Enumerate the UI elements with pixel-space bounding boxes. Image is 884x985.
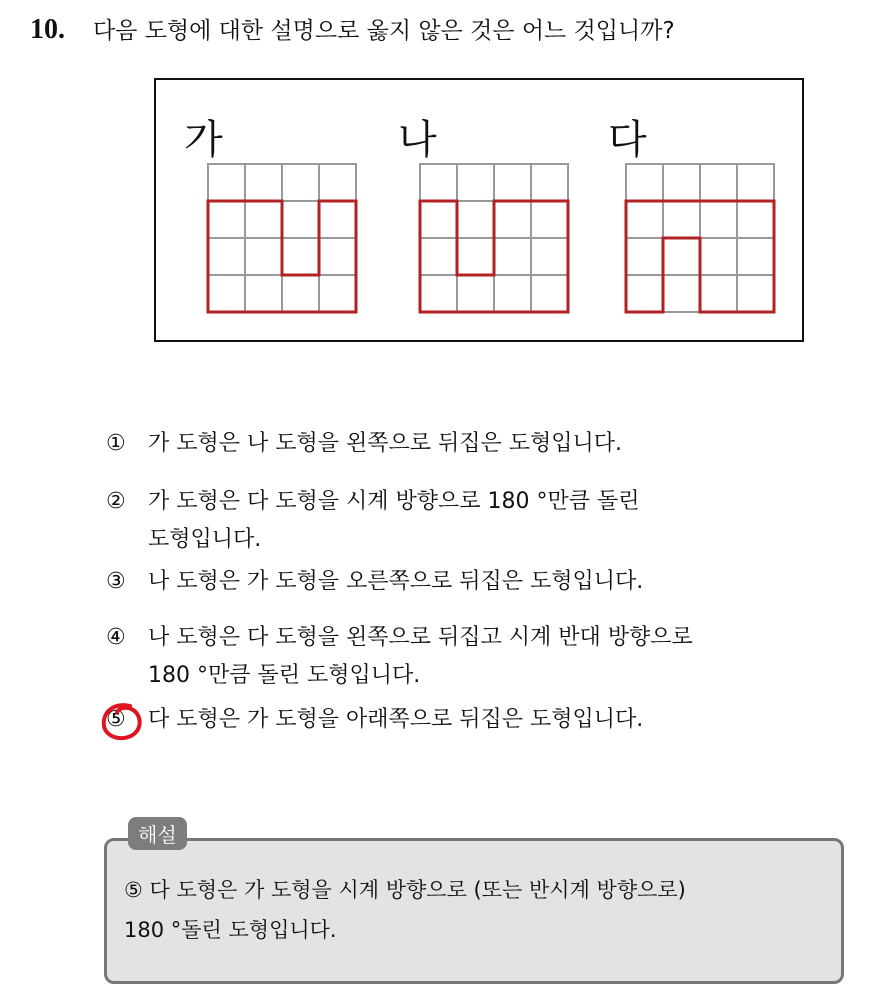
option-1-text: 가 도형은 나 도형을 왼쪽으로 뒤집은 도형입니다. [148,431,622,456]
option-4-number: ④ [106,625,126,650]
question-header [30,12,675,46]
figure-ga [206,162,360,316]
option-4[interactable] [106,620,693,656]
option-3[interactable] [106,564,644,600]
figure-label-da: 다 [608,117,647,163]
option-3-text: 나 도형은 가 도형을 오른쪽으로 뒤집은 도형입니다. [148,569,644,594]
option-1[interactable] [106,426,622,462]
answer-circle-icon [100,700,150,744]
explanation-text [124,870,834,950]
figure-box [154,78,804,342]
figure-da [624,162,778,316]
figure-label-ga: 가 [184,117,223,163]
option-3-number: ③ [106,569,126,594]
option-2-text: 가 도형은 다 도형을 시계 방향으로 180 °만큼 돌린 [148,489,640,514]
option-5-number: ⑤ [106,707,126,732]
figure-na [418,162,572,316]
option-2-text-cont: 도형입니다. [148,527,262,552]
question-text: 다음 도형에 대한 설명으로 옳지 않은 것은 어느 것입니까? [92,18,675,44]
option-2-number: ② [106,489,126,514]
question-number: 10. [30,14,65,45]
option-4-text: 나 도형은 다 도형을 왼쪽으로 뒤집고 시계 반대 방향으로 [148,625,693,650]
explanation-line-1: ⑤ 다 도형은 가 도형을 시계 방향으로 (또는 반시계 방향으로) [124,878,686,902]
option-1-number: ① [106,431,126,456]
figure-label-na: 나 [398,117,437,163]
option-5-text: 다 도형은 가 도형을 아래쪽으로 뒤집은 도형입니다. [148,707,644,732]
option-2[interactable] [106,484,640,520]
explanation-line-2: 180 °돌린 도형입니다. [124,918,337,942]
explanation-tag: 해설 [128,817,187,850]
option-4-text-cont: 180 °만큼 돌린 도형입니다. [148,663,421,688]
